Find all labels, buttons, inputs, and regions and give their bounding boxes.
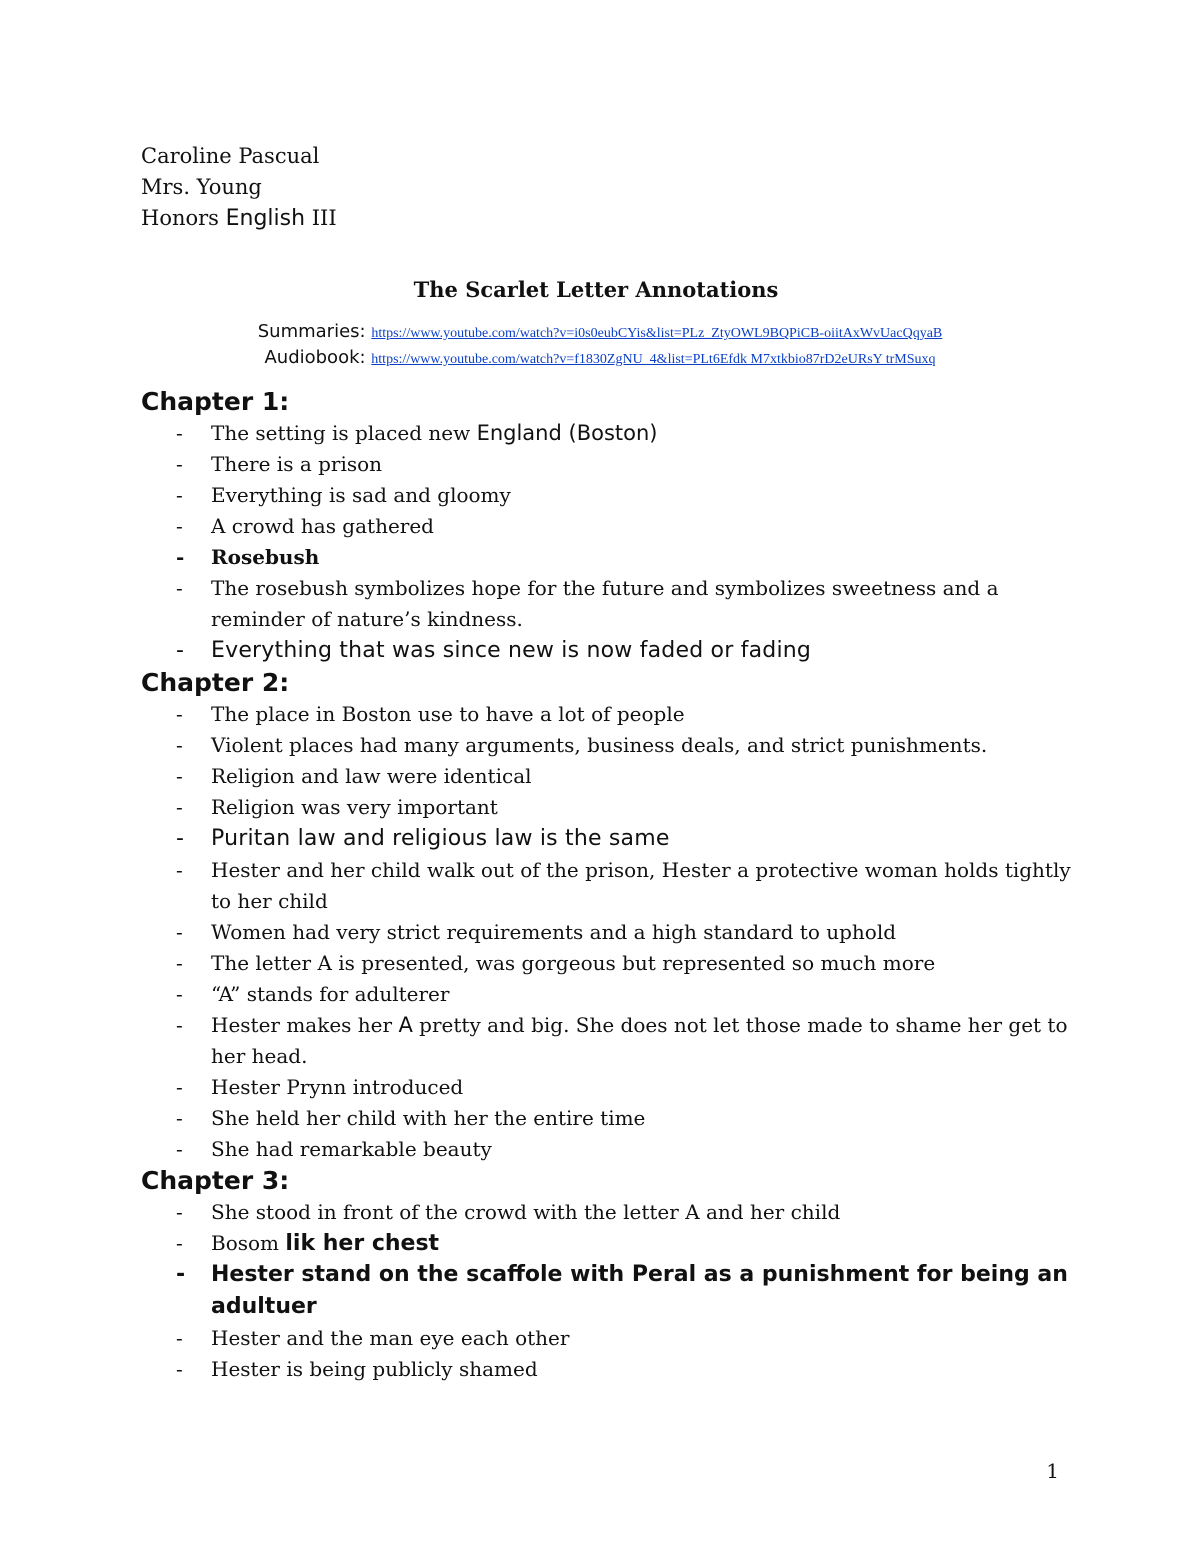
list-item: - “A” stands for adulterer <box>141 979 1081 1010</box>
audiobook-link[interactable]: https://www.youtube.com/watch?v=f1830ZgNU_4&list=PLt6Efdk M7xtkbio87rD2eURsY trMSuxq <box>371 352 936 367</box>
note-text: The setting is placed new <box>211 421 477 445</box>
header-block <box>141 141 337 234</box>
list-item: - The place in Boston use to have a lot of people <box>141 699 1081 730</box>
chapter-3-heading: Chapter 3: <box>141 1166 290 1195</box>
summaries-row <box>0 320 1200 346</box>
list-item: - Women had very strict requirements and a high standard to uphold <box>141 917 1081 948</box>
course-name <box>141 203 337 234</box>
teacher-name: Mrs. Young <box>141 175 262 199</box>
list-item: - Hester and her child walk out of the prison, Hester a protective woman holds tightly to her child <box>141 855 1081 917</box>
list-item: - Violent places had many arguments, business deals, and strict punishments. <box>141 730 1081 761</box>
chapter-1-notes <box>141 418 1081 667</box>
list-item <box>141 1010 1081 1072</box>
course-prefix: Honors <box>141 206 226 230</box>
list-item: - She had remarkable beauty <box>141 1134 1081 1165</box>
list-item: - Everything that was since new is now faded or fading <box>141 635 1081 667</box>
list-item: - She held her child with her the entire time <box>141 1103 1081 1134</box>
note-text: A <box>398 1013 413 1037</box>
list-item: - Religion and law were identical <box>141 761 1081 792</box>
chapter-2-heading: Chapter 2: <box>141 668 290 697</box>
chapter-1-heading: Chapter 1: <box>141 387 290 416</box>
document-title: The Scarlet Letter Annotations <box>413 277 779 302</box>
note-text: Bosom <box>211 1231 286 1255</box>
note-text: England <box>476 421 562 445</box>
list-item: - Hester is being publicly shamed <box>141 1354 1081 1385</box>
list-item: - Religion was very important <box>141 792 1081 823</box>
list-item <box>141 1228 1081 1259</box>
list-item: - She stood in front of the crowd with the letter A and her child <box>141 1197 1081 1228</box>
list-item: - The letter A is presented, was gorgeous but represented so much more <box>141 948 1081 979</box>
summaries-link[interactable]: https://www.youtube.com/watch?v=i0s0eubCYis&list=PLz_ZtyOWL9BQPiCB-oiitAxWvUacQqyaB <box>371 326 943 341</box>
list-item: - Rosebush <box>141 542 1081 573</box>
chapter-2-notes <box>141 699 1081 1165</box>
note-text: pretty and big. She does not let those made to shame her get to her head. <box>211 1013 1068 1068</box>
audiobook-row <box>0 346 1200 372</box>
list-item: - A crowd has gathered <box>141 511 1081 542</box>
list-item: - Puritan law and religious law is the same <box>141 823 1081 855</box>
chapter-3-notes <box>141 1197 1081 1385</box>
course-word: English <box>225 206 306 231</box>
audiobook-label: Audiobook: <box>264 347 372 368</box>
list-item: - The rosebush symbolizes hope for the future and symbolizes sweetness and a reminder of nature’s kindness. <box>141 573 1081 635</box>
note-text: (Boston) <box>561 421 658 445</box>
list-item <box>141 418 1081 449</box>
note-text: lik her chest <box>285 1231 440 1256</box>
list-item: - There is a prison <box>141 449 1081 480</box>
course-suffix: III <box>305 206 337 230</box>
note-text: Hester makes her <box>211 1013 399 1037</box>
student-name: Caroline Pascual <box>141 144 320 168</box>
list-item: - Hester and the man eye each other <box>141 1323 1081 1354</box>
page-number: 1 <box>1046 1459 1059 1483</box>
summaries-label: Summaries: <box>257 321 372 342</box>
list-item: - Hester Prynn introduced <box>141 1072 1081 1103</box>
list-item: - Everything is sad and gloomy <box>141 480 1081 511</box>
list-item: - Hester stand on the scaffole with Peral as a punishment for being an adultuer <box>141 1259 1081 1323</box>
annotations-body <box>141 386 1081 1385</box>
